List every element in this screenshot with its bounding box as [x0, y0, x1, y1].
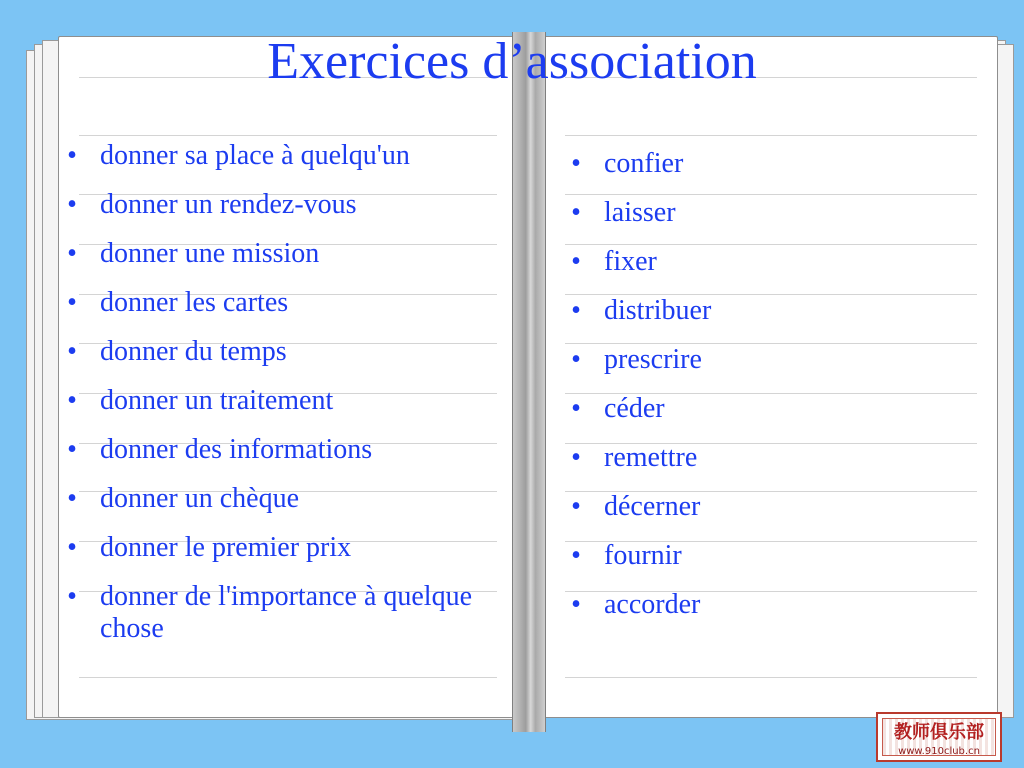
list-item	[62, 385, 482, 417]
bullet-icon: •	[67, 434, 77, 465]
list-item-text: donner le premier prix	[100, 532, 352, 563]
list-item-text: céder	[604, 393, 665, 424]
list-item	[566, 442, 966, 474]
list-item-text: donner des informations	[100, 434, 373, 465]
club-logo	[876, 712, 1002, 762]
bullet-icon: •	[67, 189, 77, 220]
list-item	[566, 393, 966, 425]
bullet-icon: •	[571, 148, 581, 179]
list-item	[566, 197, 966, 229]
list-item-text: donner un chèque	[100, 483, 300, 514]
bullet-icon: •	[571, 491, 581, 522]
list-item	[566, 344, 966, 376]
list-item	[566, 540, 966, 572]
list-item	[566, 295, 966, 327]
bullet-icon: •	[571, 442, 581, 473]
list-item-text: décerner	[604, 491, 701, 522]
expression-list	[62, 140, 482, 662]
bullet-icon: •	[67, 140, 77, 171]
bullet-icon: •	[571, 344, 581, 375]
list-item	[62, 140, 482, 172]
bullet-icon: •	[571, 197, 581, 228]
list-item	[62, 287, 482, 319]
list-item-text: remettre	[604, 442, 698, 473]
logo-name: 教师俱乐部	[894, 722, 984, 743]
list-item	[62, 532, 482, 564]
list-item	[566, 491, 966, 523]
bullet-icon: •	[67, 287, 77, 318]
book-spine	[512, 32, 546, 732]
list-item-text: donner un rendez-vous	[100, 189, 357, 220]
bullet-icon: •	[571, 393, 581, 424]
list-item-text: prescrire	[604, 344, 702, 375]
list-item	[62, 189, 482, 221]
list-item-text: donner sa place à quelqu'un	[100, 140, 410, 171]
bullet-icon: •	[67, 336, 77, 367]
list-item	[566, 589, 966, 621]
list-item-text: donner un traitement	[100, 385, 334, 416]
bullet-icon: •	[571, 246, 581, 277]
bullet-icon: •	[571, 540, 581, 571]
list-item	[62, 336, 482, 368]
list-item	[62, 483, 482, 515]
bullet-icon: •	[67, 581, 77, 612]
bullet-icon: •	[67, 385, 77, 416]
list-item	[566, 148, 966, 180]
list-item-text: accorder	[604, 589, 701, 620]
bullet-icon: •	[571, 589, 581, 620]
list-item-text: donner de l'importance à quelque chose	[100, 581, 473, 644]
list-item	[62, 238, 482, 270]
list-item-text: donner du temps	[100, 336, 287, 367]
list-item-text: fournir	[604, 540, 682, 571]
verb-list	[566, 148, 966, 638]
list-item	[566, 246, 966, 278]
list-item	[62, 581, 482, 645]
bullet-icon: •	[571, 295, 581, 326]
bullet-icon: •	[67, 238, 77, 269]
list-item-text: distribuer	[604, 295, 712, 326]
list-item-text: laisser	[604, 197, 676, 228]
list-item-text: donner les cartes	[100, 287, 289, 318]
list-item	[62, 434, 482, 466]
list-item-text: confier	[604, 148, 684, 179]
list-item-text: donner une mission	[100, 238, 320, 269]
bullet-icon: •	[67, 532, 77, 563]
logo-url: www.910club.cn	[898, 746, 980, 757]
bullet-icon: •	[67, 483, 77, 514]
list-item-text: fixer	[604, 246, 657, 277]
slide-title: Exercices d’association	[267, 33, 757, 90]
